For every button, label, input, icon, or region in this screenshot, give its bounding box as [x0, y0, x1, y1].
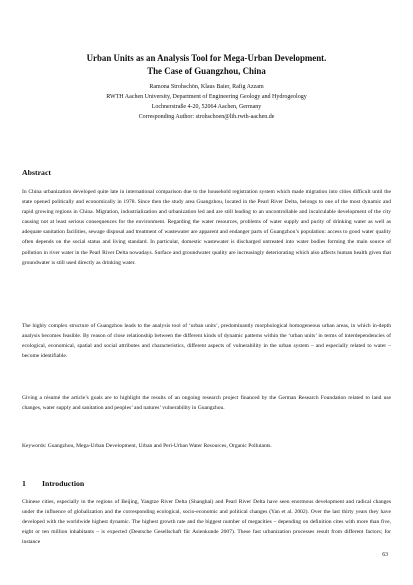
keywords-text: Keywords: Guangzhou, Mega-Urban Development, Urban and Peri-Urban Water Resources, Organic Pollutants.: [22, 443, 272, 449]
section-title: Introduction: [41, 479, 85, 488]
abstract-text-1: In China urbanization developed quite late in international comparison due to the household registration system which made migration into cities difficult until the state opened politically and economically in 1978. Since then the study area Guangzhou, located in the Pearl River Delta, belongs to one of the most dynamic and rapid growing regions in China. Migration, industrialization and urbanization led and are still leading to an uncontrollable and incalculable development of the city causing not at least serious consequences for the environment. Regarding the water resources, problems of water supply and purity of drinking water as well as adequate sanitation facilities, sewage disposal and treatment of wastewater are apparent and endanger parts of Guangzhou’s population: access to good water quality often depends on the social status and living standard. In particular, domestic wastewater is discharged untreated into water bodies forming the main source of pollution in river water in the Pearl River Delta nowadays. Surface and groundwater quality are increasingly deteriorating which also affects human health given that groundwater is still used directly as drinking water.: [22, 189, 391, 266]
affiliation: RWTH Aachen University, Department of Engineering Geology and Hydrogeology: [106, 93, 307, 100]
paper-title-line-2: The Case of Guangzhou, China: [147, 66, 266, 76]
abstract-paragraph-1: [22, 187, 391, 272]
section-number: 1: [22, 479, 26, 488]
abstract-heading: Abstract: [22, 168, 52, 177]
abstract-paragraph-3: [22, 393, 391, 417]
page-number: 63: [382, 552, 388, 558]
paper-title-line-1: Urban Units as an Analysis Tool for Mega-Urban Development.: [86, 53, 327, 63]
keywords-paragraph: [22, 441, 391, 455]
title-block: [22, 52, 391, 123]
corresponding-author: Corresponding Author: strohschoen@lih.rwth-aachen.de: [138, 113, 275, 120]
abstract-text-2: The highly complex structure of Guangzhou leads to the analysis tool of ‘urban units’, predominantly morphological homogeneous urban areas, in which in-depth analysis becomes feasible. By reason of close relationship between the different kinds of dynamic patterns within the ‘urban units’ in terms of interdependencies of ecological, economical, spatial and social attributes and characteristics, different aspects of vulnerability in the urban system – and especially related to water – become identifiable.: [22, 323, 391, 360]
address: Lochnerstraße 4-20, 52064 Aachen, Germany: [151, 103, 262, 110]
abstract-paragraph-2: [22, 321, 391, 365]
introduction-paragraph-1: [22, 497, 391, 551]
introduction-text-1: Chinese cities, especially in the regions of Beijing, Yangtze River Delta (Shanghai) and Pearl River Delta have seen enormous development and radical changes under the influence of globalization and the corresponding ecological, socio-economic and political changes (Yan et al. 2002). Over the last thirty years they have developed with the worldwide highest dynamic. The highest growth rate and the biggest number of megacities – depending on definition cites with more than five, eight or ten million inhabitants – is expected (Deutsche Gesellschaft für Asienkunde 2007). These fast urbanization processes result from different factors; for instance: [22, 499, 391, 546]
authors: Ramona Strohschön, Klaus Baier, Rafig Azzam: [149, 84, 264, 90]
section-1-heading: [22, 479, 84, 489]
abstract-text-3: Giving a résumé the article’s goals are to highlight the results of an ongoing research project financed by the German Research Foundation related to land use changes, water supply and sanitation and peoples’ and natures’ vulnerability in Guangzhou.: [22, 395, 391, 412]
